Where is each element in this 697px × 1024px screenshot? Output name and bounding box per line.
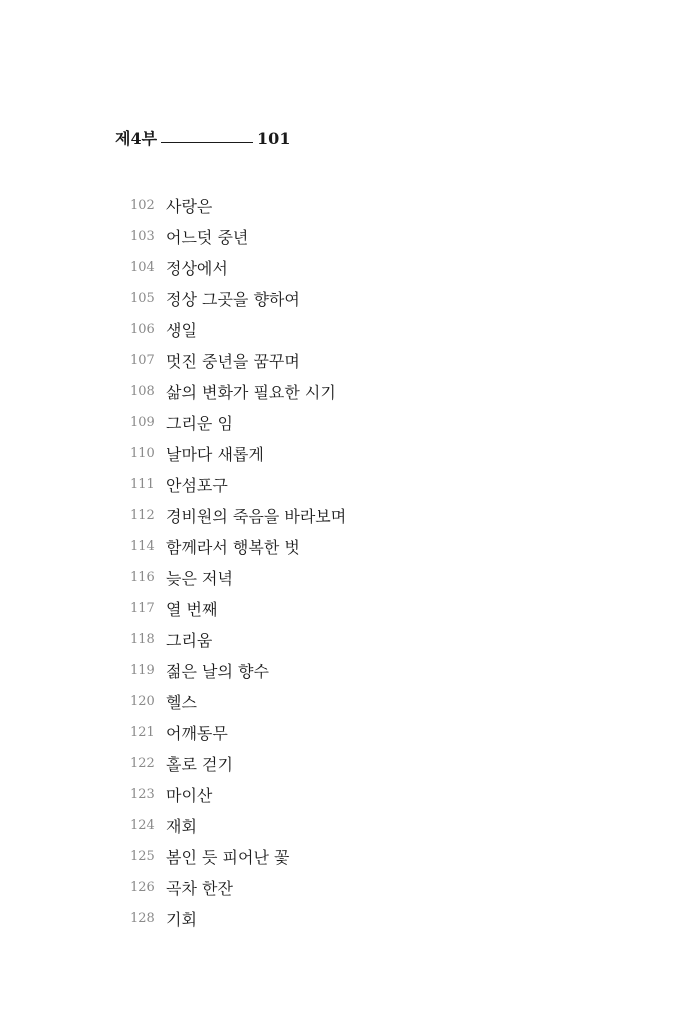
- toc-entry[interactable]: [130, 903, 346, 934]
- toc-entry[interactable]: [130, 872, 346, 903]
- toc-page-number: 102: [130, 198, 155, 213]
- toc-title: 곡차 한잔: [166, 879, 233, 898]
- toc-page-number: 128: [130, 911, 155, 926]
- toc-title: 그리운 임: [166, 414, 233, 433]
- toc-entry[interactable]: [130, 717, 346, 748]
- toc-entry[interactable]: [130, 624, 346, 655]
- toc-title: 재회: [166, 817, 197, 836]
- toc-page-number: 103: [130, 229, 155, 244]
- toc-page-number: 125: [130, 849, 155, 864]
- part-heading: [115, 126, 290, 149]
- toc-page-number: 123: [130, 787, 155, 802]
- toc-page-number: 107: [130, 353, 155, 368]
- toc-page-number: 117: [130, 601, 155, 616]
- toc-title: 생일: [166, 321, 197, 340]
- toc-entry[interactable]: [130, 841, 346, 872]
- toc-entry[interactable]: [130, 252, 346, 283]
- toc-page-number: 121: [130, 725, 155, 740]
- toc-page-number: 106: [130, 322, 155, 337]
- part-divider-line: [161, 142, 253, 143]
- toc-title: 안섬포구: [166, 476, 228, 495]
- toc-title: 삶의 변화가 필요한 시기: [166, 383, 336, 402]
- toc-page-number: 119: [130, 663, 155, 678]
- toc-entry[interactable]: [130, 283, 346, 314]
- toc-title: 사랑은: [166, 197, 213, 216]
- toc-entry[interactable]: [130, 314, 346, 345]
- toc-page-number: 126: [130, 880, 155, 895]
- toc-entry[interactable]: [130, 562, 346, 593]
- toc-title: 마이산: [166, 786, 213, 805]
- toc-title: 날마다 새롭게: [166, 445, 264, 464]
- toc-title: 젊은 날의 향수: [166, 662, 269, 681]
- toc-title: 정상 그곳을 향하여: [166, 290, 300, 309]
- toc-page-number: 109: [130, 415, 155, 430]
- toc-entry[interactable]: [130, 438, 346, 469]
- toc-entry[interactable]: [130, 655, 346, 686]
- toc-entry[interactable]: [130, 810, 346, 841]
- toc-title: 열 번째: [166, 600, 218, 619]
- toc-title: 늦은 저녁: [166, 569, 233, 588]
- toc-entry[interactable]: [130, 500, 346, 531]
- toc-page-number: 104: [130, 260, 155, 275]
- toc-entry[interactable]: [130, 190, 346, 221]
- toc-entry[interactable]: [130, 593, 346, 624]
- toc-title: 그리움: [166, 631, 213, 650]
- toc-entry[interactable]: [130, 407, 346, 438]
- toc-title: 홀로 걷기: [166, 755, 233, 774]
- toc-title: 봄인 듯 피어난 꽃: [166, 848, 290, 867]
- toc-entry[interactable]: [130, 221, 346, 252]
- toc-entry[interactable]: [130, 748, 346, 779]
- toc-page-number: 116: [130, 570, 155, 585]
- toc-page-number: 110: [130, 446, 155, 461]
- toc-entry[interactable]: [130, 469, 346, 500]
- part-label: 제4부: [115, 129, 158, 148]
- toc-title: 헬스: [166, 693, 197, 712]
- toc-page-number: 120: [130, 694, 155, 709]
- toc-page-number: 122: [130, 756, 155, 771]
- table-of-contents: [130, 190, 346, 934]
- toc-page-number: 111: [130, 477, 155, 492]
- toc-entry[interactable]: [130, 531, 346, 562]
- toc-entry[interactable]: [130, 376, 346, 407]
- toc-page-number: 114: [130, 539, 155, 554]
- toc-title: 정상에서: [166, 259, 228, 278]
- toc-title: 함께라서 행복한 벗: [166, 538, 300, 557]
- toc-entry[interactable]: [130, 686, 346, 717]
- toc-page-number: 108: [130, 384, 155, 399]
- part-page-number: 101: [257, 129, 291, 148]
- toc-title: 경비원의 죽음을 바라보며: [166, 507, 347, 526]
- toc-page-number: 124: [130, 818, 155, 833]
- toc-title: 어느덧 중년: [166, 228, 249, 247]
- toc-title: 기회: [166, 910, 197, 929]
- toc-page-number: 118: [130, 632, 155, 647]
- toc-entry[interactable]: [130, 779, 346, 810]
- toc-title: 어깨동무: [166, 724, 228, 743]
- toc-title: 멋진 중년을 꿈꾸며: [166, 352, 300, 371]
- toc-entry[interactable]: [130, 345, 346, 376]
- toc-page-number: 105: [130, 291, 155, 306]
- toc-page-number: 112: [130, 508, 155, 523]
